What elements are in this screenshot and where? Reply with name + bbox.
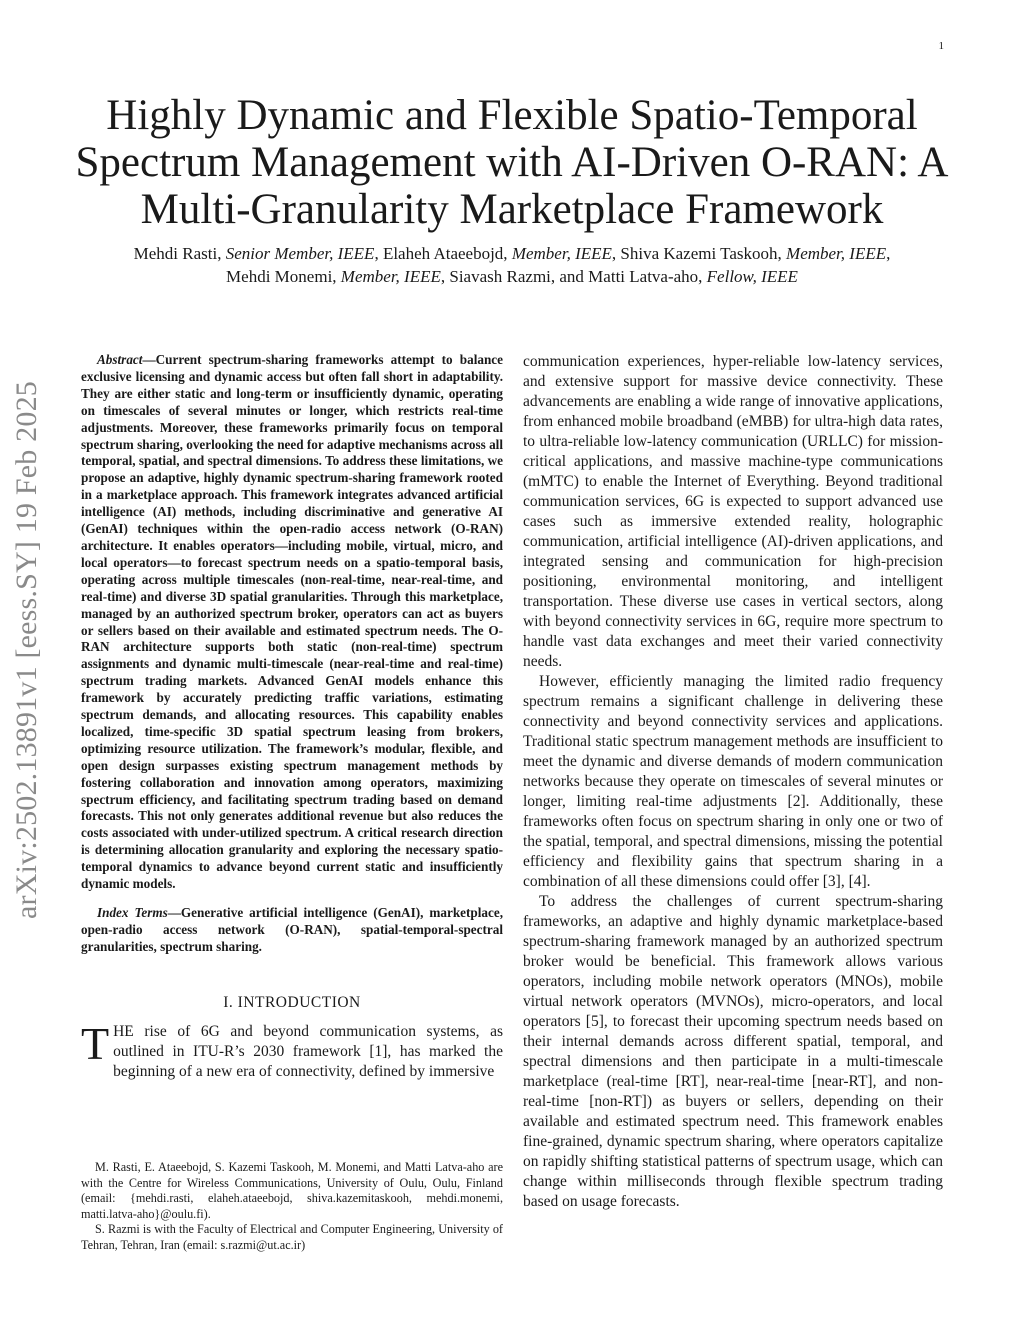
author-role: Member, IEEE bbox=[511, 244, 612, 263]
author-role: Fellow, IEEE bbox=[706, 267, 798, 286]
abstract-text: —Current spectrum-sharing frameworks attempt to balance exclusive licensing and dynamic access but often fall short in adaptability. They are either static and long-term or insufficiently dynamic, operating on timescales of several minutes or longer, which restricts real-time adjustments. Moreover, these frameworks primarily focus on temporal spectrum sharing, overlooking the need for adaptive mechanisms across all temporal, spatial, and spectral dimensions. To address these limitations, we propose an adaptive, highly dynamic spectrum-sharing framework rooted in a marketplace approach. This framework integrates advanced artificial intelligence (AI) methods, including discriminative and generative AI (GenAI) techniques within the open-radio access network (O-RAN) architecture. It enables operators—including mobile, virtual, micro, and local operators—to forecast spectrum needs on a spatio-temporal basis, operating across multiple timescales (non-real-time, near-real-time, and real-time) and diverse 3D spatial granularities. Through this marketplace, managed by an authorized spectrum broker, operators can act as buyers or sellers based on their available and estimated spectrum needs. The O-RAN architecture supports both static (non-real-time) spectrum assignments and dynamic multi-timescale (near-real-time and real-time) spectrum trading markets. Advanced GenAI models enhance this framework by accurately predicting traffic variations, estimating spectrum demands, and allocating resources. This capability enables localized, time-specific 3D spatial spectrum leasing from brokers, optimizing resource utilization. The framework’s modular, flexible, and open design surpasses existing spectrum management methods by fostering collaboration and innovation among operators, maximizing spectrum efficiency, and facilitating spectrum trading based on demand forecasts. This not only generates additional revenue but also reduces the costs associated with under-utilized spectrum. A critical research direction is determining allocation granularity and exploring the necessary spatio-temporal dynamics to advance beyond current static and insufficiently dynamic models. bbox=[81, 352, 503, 892]
body-paragraph: However, efficiently managing the limited radio frequency spectrum remains a significant challenge in delivering these connectivity and beyond connectivity services and applications. Traditional static spectrum management methods are insufficient to meet the dynamic and diverse demands of modern communication networks because they operate on timescales of several minutes or longer, limiting real-time adjustments [2]. Additionally, these frameworks often focus on spectrum sharing in only one or two of the spatial, temporal, and spectral dimensions, missing the potential efficiency and flexibility gains that spectrum sharing in a combination of all these dimensions could offer [3], [4]. bbox=[523, 673, 943, 890]
right-column bbox=[523, 352, 943, 1212]
body-paragraph: communication experiences, hyper-reliable low-latency services, and extensive support for massive device connectivity. These advancements are enabling a wide range of innovative applications, from enhanced mobile broadband (eMBB) for ultra-high data rates, to ultra-reliable low-latency communication (URLLC) for mission-critical applications, and massive machine-type communications (mMTC) to enable the Internet of Everything. Beyond traditional communication services, 6G is expected to support advanced use cases such as immersive extended reality, holographic communication, artificial intelligence (AI)-driven applications, and integrated sensing and communication for high-precision positioning, environmental monitoring, and intelligent transportation. These diverse use cases in vertical sectors, along with beyond connectivity services in 6G, require more spectrum to handle vast data exchanges and meet their varied connectivity needs. bbox=[523, 353, 943, 670]
author-name: Elaheh Ataeebojd, bbox=[382, 244, 512, 263]
author-name: Mehdi Rasti, bbox=[133, 244, 226, 263]
intro-paragraph bbox=[81, 1017, 503, 1082]
arxiv-identifier-stamp bbox=[2, 345, 52, 955]
index-terms-text: —Generative artificial intelligence (GenAI), marketplace, open-radio access network (O-RAN), spatial-temporal-spectral granularities, spectrum sharing. bbox=[81, 905, 503, 954]
author-list: Mehdi Rasti, Senior Member, IEEE, Elaheh Ataeebojd, Member, IEEE, Shiva Kazemi Taskooh, Member, IEEE, Mehdi Monemi, Member, IEEE, Siavash Razmi, and Matti Latva-aho, Fellow, IEEE bbox=[133, 244, 891, 286]
index-terms bbox=[81, 905, 503, 956]
author-role: Member, IEEE bbox=[786, 244, 887, 263]
arxiv-id-text: arXiv:2502.13891v1 [eess.SY] 19 Feb 2025 bbox=[10, 381, 43, 919]
author-role: Senior Member, IEEE bbox=[225, 244, 375, 263]
dropcap-letter: T bbox=[81, 1017, 110, 1069]
author-role: Member, IEEE bbox=[340, 267, 441, 286]
author-name: Siavash Razmi, and Matti Latva-aho, bbox=[449, 267, 707, 286]
intro-text: HE rise of 6G and beyond communication systems, as outlined in ITU-R’s 2030 framework [1], has marked the beginning of a new era of connectivity, defined by immersive bbox=[113, 1022, 503, 1080]
section-heading: I. INTRODUCTION bbox=[223, 993, 361, 1011]
body-paragraph: To address the challenges of current spectrum-sharing frameworks, an adaptive and highly dynamic marketplace-based spectrum-sharing framework managed by an authorized spectrum broker would be beneficial. This framework allows various operators, including mobile network operators (MNOs), mobile virtual network operators (MVNOs), micro-operators, and local operators [5], to forecast their upcoming spectrum needs based on their internal demands across different spatial, temporal, and spectral dimensions and then participate in a multi-timescale marketplace (real-time [RT], near-real-time [near-RT], and non-real-time [non-RT]) as buyers or sellers, depending on their available and estimated spectrum need. This framework enables fine-grained, dynamic spectrum sharing, where operators capitalize on rapidly shifting statistical patterns of spectrum usage, which can change within milliseconds through flexible spectrum trading based on usage forecasts. bbox=[523, 893, 943, 1210]
footnotes bbox=[81, 1160, 503, 1253]
index-terms-label: Index Terms bbox=[97, 905, 168, 920]
page-number: 1 bbox=[938, 40, 944, 52]
abstract-label: Abstract bbox=[97, 352, 143, 367]
footnote-affiliation-tehran: S. Razmi is with the Faculty of Electrical and Computer Engineering, University of Tehran, Tehran, Iran (email: s.razmi@ut.ac.ir) bbox=[81, 1222, 503, 1252]
footnote-affiliation-oulu: M. Rasti, E. Ataeebojd, S. Kazemi Taskooh, M. Monemi, and Matti Latva-aho are with the Centre for Wireless Communications, University of Oulu, Oulu, Finland (email: {mehdi.rasti, elaheh.ataeebojd, shiva.kazemitaskooh, mehdi.monemi, matti.latva-aho}@oulu.fi). bbox=[81, 1160, 503, 1221]
author-name: Shiva Kazemi Taskooh, bbox=[620, 244, 787, 263]
left-column bbox=[81, 352, 503, 1082]
abstract bbox=[81, 352, 503, 893]
paper-title: Highly Dynamic and Flexible Spatio-Temporal Spectrum Management with AI-Driven O-RAN: A Multi-Granularity Marketplace Framework bbox=[75, 92, 949, 233]
author-name: Mehdi Monemi, bbox=[226, 267, 341, 286]
